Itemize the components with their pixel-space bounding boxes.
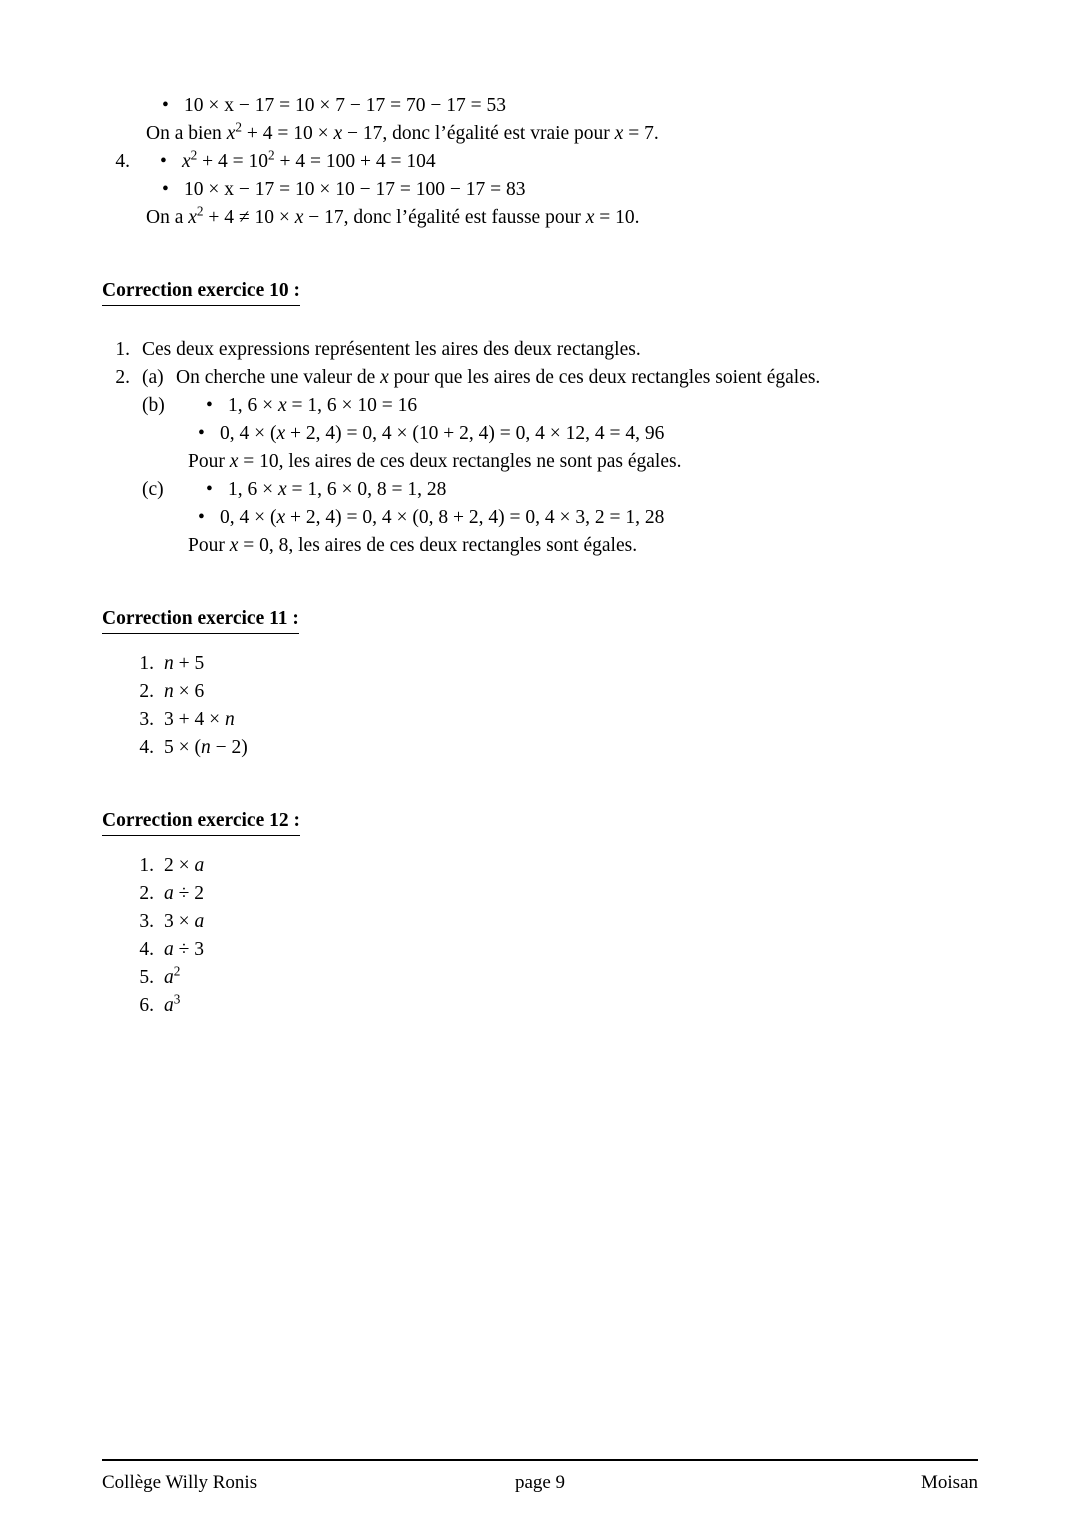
exercise-10-heading-wrap <box>102 278 978 306</box>
ex10-sub-b-first <box>102 392 978 420</box>
exercise-10-heading: Correction exercice 10 : <box>102 278 300 306</box>
ex11-item-2-number: 2. <box>139 681 154 702</box>
ex11-item-4-answer: 5 × (n − 2) <box>164 737 248 758</box>
top-continuation-section <box>102 92 978 232</box>
ex10-item-1 <box>102 336 978 364</box>
ex10-sub-c-conclusion: Pour x = 0, 8, les aires de ces deux rectangles sont égales. <box>188 535 638 556</box>
ex10-sub-b-label: (b) <box>142 395 165 416</box>
list-item <box>124 908 978 936</box>
bullet-icon: • <box>206 479 213 500</box>
ex10-sub-b-bullet-2-text: 0, 4 × (x + 2, 4) = 0, 4 × (10 + 2, 4) = 0, 4 × 12, 4 = 4, 96 <box>220 423 665 444</box>
ex10-sub-b-conclusion: Pour x = 10, les aires de ces deux rectangles ne sont pas égales. <box>188 451 682 472</box>
ex10-item-2-sub-a <box>102 364 978 392</box>
ex12-item-3-answer: 3 × a <box>164 911 205 932</box>
bullet-icon: • <box>206 395 213 416</box>
list-item <box>124 678 978 706</box>
ex10-sub-b-bullet-1-text: 1, 6 × x = 1, 6 × 10 = 16 <box>228 395 418 416</box>
list-item <box>124 880 978 908</box>
top-conclusion-1-prefix: On a bien <box>146 123 227 144</box>
ex11-item-1-number: 1. <box>139 653 154 674</box>
ex12-item-1-number: 1. <box>139 855 154 876</box>
page-content <box>102 92 978 1020</box>
ex10-sub-a-text: On cherche une valeur de x pour que les aires de ces deux rectangles soient égales. <box>176 367 821 388</box>
math-x: x <box>226 123 236 144</box>
top-item-4 <box>102 148 978 176</box>
ex12-item-1-answer: 2 × a <box>164 855 205 876</box>
top-item-4-bullet-2 <box>162 176 978 204</box>
top-bullet-1-text: 10 × x − 17 = 10 × 7 − 17 = 70 − 17 = 53 <box>184 95 506 116</box>
ex10-sub-c-bullet-2-text: 0, 4 × (x + 2, 4) = 0, 4 × (0, 8 + 2, 4) = 0, 4 × 3, 2 = 1, 28 <box>220 507 665 528</box>
ex10-sub-c-bullet-2 <box>198 504 978 532</box>
top-item-4-number: 4. <box>115 151 130 172</box>
footer-author: Moisan <box>921 1472 978 1493</box>
list-item <box>124 706 978 734</box>
top-item-4-body <box>160 148 978 176</box>
ex10-sub-b-bullet-1 <box>206 392 978 420</box>
ex12-item-6-number: 6. <box>139 995 154 1016</box>
ex10-item-1-text: Ces deux expressions représentent les aires des deux rectangles. <box>142 339 641 360</box>
exercise-12-section <box>102 808 978 1020</box>
page-footer <box>102 1459 978 1496</box>
ex10-sub-b-bullet-2 <box>198 420 978 448</box>
math-exponent-2: 2 <box>196 203 204 219</box>
ex12-item-3-number: 3. <box>139 911 154 932</box>
ex10-item-2-number: 2. <box>115 367 130 388</box>
math-exponent-2: 2 <box>190 147 198 163</box>
top-conclusion-2-mathrest: + 4 ≠ 10 × x − 17 <box>203 207 344 228</box>
ex10-sub-c-first <box>102 476 978 504</box>
top-conclusion-2-prefix: On a <box>146 207 189 228</box>
ex10-item-1-number: 1. <box>115 339 130 360</box>
ex10-sub-c-label: (c) <box>142 479 164 500</box>
ex11-item-1-answer: n + 5 <box>164 653 205 674</box>
bullet-icon: • <box>162 179 169 200</box>
ex12-item-2-answer: a ÷ 2 <box>164 883 204 904</box>
ex12-item-4-answer: a ÷ 3 <box>164 939 204 960</box>
ex10-sub-a-label: (a) <box>142 367 164 388</box>
math-x: x <box>188 207 197 228</box>
ex10-sub-c-bullet-1 <box>206 476 978 504</box>
top-bullet-item <box>162 92 978 120</box>
exercise-10-section <box>102 278 978 560</box>
exercise-11-section <box>102 606 978 762</box>
ex11-item-2-answer: n × 6 <box>164 681 205 702</box>
list-item <box>124 964 978 992</box>
top-item-4-bullet-1-text: + $4 = 10^2 + 4 = 100 + 4 = 104$ <box>197 147 436 172</box>
footer-row <box>102 1461 978 1496</box>
math-exponent-2: 2 <box>235 119 242 135</box>
ex12-item-5-number: 5. <box>139 967 154 988</box>
top-conclusion-2 <box>146 204 978 232</box>
bullet-icon: • <box>198 423 205 444</box>
ex10-sub-c-bullet-1-text: 1, 6 × x = 1, 6 × 0, 8 = 1, 28 <box>228 479 447 500</box>
footer-school-name: Collège Willy Ronis <box>102 1472 258 1493</box>
top-conclusion-1-suffix: , donc l’égalité est vraie pour x = 7. <box>382 123 659 144</box>
ex12-item-2-number: 2. <box>139 883 154 904</box>
ex12-item-5-answer: $a^2$ <box>164 963 181 988</box>
bullet-icon: • <box>160 151 167 172</box>
math-x: x <box>182 151 191 172</box>
exercise-11-heading: Correction exercice 11 : <box>102 606 299 634</box>
top-conclusion-1-mathrest: + 4 = 10 × x − 17 <box>241 123 383 144</box>
exercise-12-heading: Correction exercice 12 : <box>102 808 300 836</box>
list-item <box>124 992 978 1020</box>
bullet-icon: • <box>162 95 169 116</box>
list-item <box>124 734 978 762</box>
top-item-4-bullet-2-text: 10 × x − 17 = 10 × 10 − 17 = 100 − 17 = 83 <box>184 179 526 200</box>
ex11-item-3-answer: 3 + 4 × n <box>164 709 235 730</box>
top-conclusion-2-suffix: , donc l’égalité est fausse pour x = 10. <box>343 207 640 228</box>
ex11-item-3-number: 3. <box>139 709 154 730</box>
list-item <box>124 936 978 964</box>
ex12-item-6-answer: $a^3$ <box>164 991 181 1016</box>
ex12-item-4-number: 4. <box>139 939 154 960</box>
top-conclusion-1 <box>146 120 978 148</box>
footer-page-number: page 9 <box>514 1472 566 1493</box>
list-item <box>124 852 978 880</box>
exercise-11-heading-wrap <box>102 606 978 634</box>
exercise-12-heading-wrap <box>102 808 978 836</box>
bullet-icon: • <box>198 507 205 528</box>
ex11-item-4-number: 4. <box>139 737 154 758</box>
list-item <box>124 650 978 678</box>
